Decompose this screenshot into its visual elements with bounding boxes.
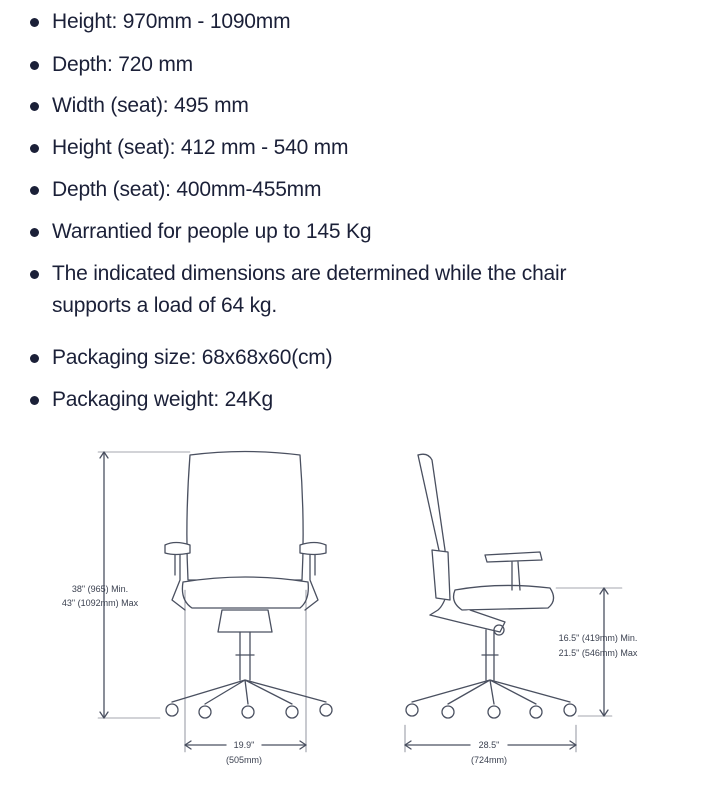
spec-item-seat-height: Height (seat): 412 mm - 540 mm [52,132,348,164]
front-height-max-label: 43" (1092mm) Max [61,598,139,608]
front-width-in-label: 19.9" [233,740,255,750]
spec-item-warranty: Warrantied for people up to 145 Kg [52,216,371,248]
side-seat-min-label: 16.5" (419mm) Min. [558,633,638,643]
chair-dimension-diagram [0,440,716,780]
spec-item-height: Height: 970mm - 1090mm [52,6,290,38]
side-seat-max-label: 21.5" (546mm) Max [558,648,638,658]
chair-diagram-svg [0,440,716,780]
side-view-chair [406,454,576,718]
load-note-line-1: The indicated dimensions are determined while the chair [52,262,567,285]
side-depth-mm-label: (724mm) [470,755,508,765]
load-note-line-2: supports a load of 64 kg. [52,294,277,317]
front-height-min-label: 38" (965) Min. [71,584,129,594]
front-width-mm-label: (505mm) [225,755,263,765]
spec-item-depth: Depth: 720 mm [52,49,193,81]
side-depth-in-label: 28.5" [478,740,500,750]
spec-item-packaging-size: Packaging size: 68x68x60(cm) [52,342,332,374]
spec-item-load-note [52,258,566,322]
spec-item-packaging-weight: Packaging weight: 24Kg [52,384,273,416]
spec-item-seat-depth: Depth (seat): 400mm-455mm [52,174,321,206]
spec-item-seat-width: Width (seat): 495 mm [52,90,249,122]
front-view-chair [165,452,332,719]
